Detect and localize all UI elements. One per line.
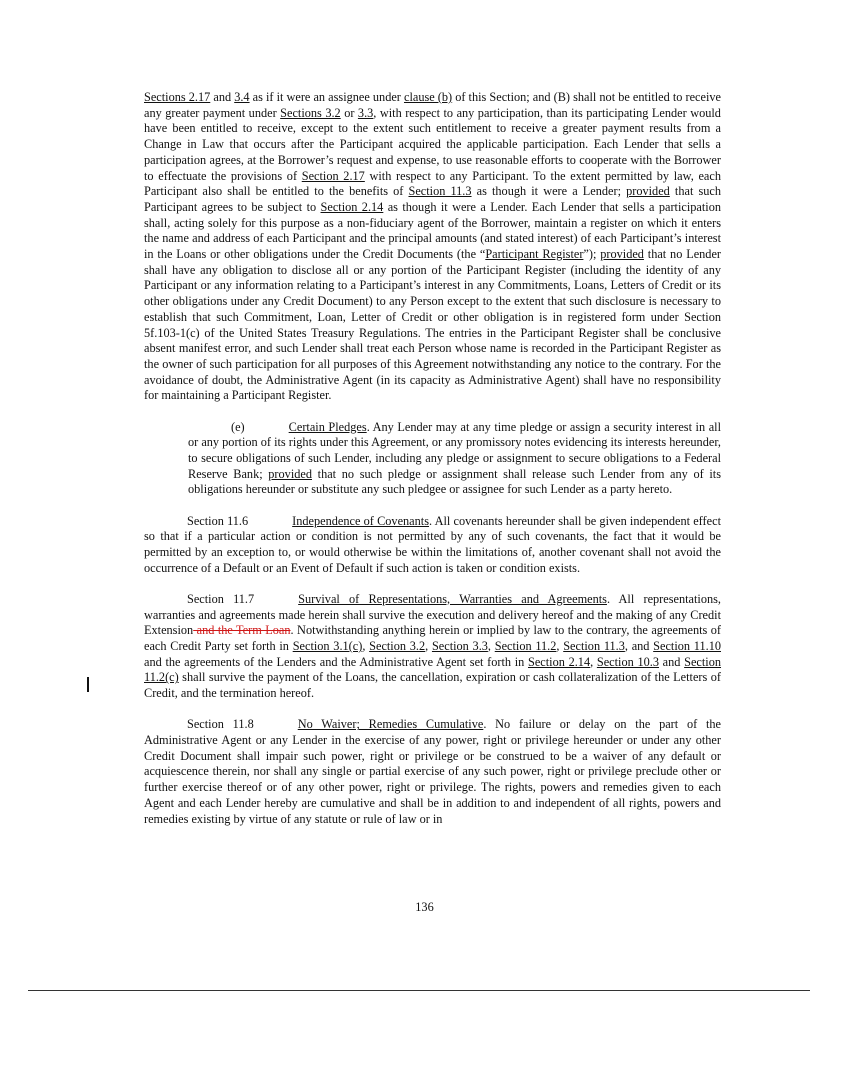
xref-section-10-3: Section 10.3 (596, 654, 659, 669)
text-run: , with respect to any participation, than its participating Lender would have been entitled to receive, except to the extent such entitlement to receive a greater payment results from a Change in Law that occurs after the Participant acquired the applicable participation. Each Lender that sells a participation agrees, at the Borrower’s request and expense, to use reasonable efforts to cooperate with the Borrower to effectuate the provisions of (144, 105, 721, 183)
xref-clause-b: clause (b) (403, 90, 453, 104)
text-run: , (425, 639, 432, 653)
text-run: as though it were a Lender; (471, 184, 627, 199)
text-run: as if it were an assignee under (249, 90, 404, 104)
text-run: , (556, 639, 564, 653)
text-run: of this Section; and (B) shall not be entitled to receive any greater payment under (144, 90, 721, 120)
text-run: and the agreements of the Lenders and the Administrative Agent set forth in (144, 654, 528, 669)
section-11-7-paragraph (144, 592, 721, 702)
revision-change-bar (87, 677, 89, 692)
xref-section-2-17: Section 2.17 (301, 168, 365, 183)
text-run: that no Lender shall have any obligation to disclose all or any portion of the Participant Register (including the identity of any Participant or any information relating to a Participant’s interest in any Commitments, Loans, Letters of Credit or its other obligations under any Credit Document) to any Person except to the extent that such disclosure is necessary to establish that such Commitment, Loan, Letter of Credit or other obligation is in registered form under Section 5f.103-1(c) of the United States Treasury Regulations. The entries in the Participant Register shall be conclusive absent manifest error, and such Lender shall treat each Person whose name is recorded in the Participant Register as the owner of such participation for all purposes of this Agreement notwithstanding any notice to the contrary. For the avoidance of doubt, the Administrative Agent (in its capacity as Administrative Agent) shall have no responsibility for maintaining a Participant Register. (144, 247, 722, 403)
text-run: , and (624, 639, 654, 653)
text-run: , (487, 639, 495, 653)
document-page (144, 90, 721, 827)
text-run: shall survive the payment of the Loans, the cancellation, expiration or cash collateralization of the Letters of Credit, and the termination hereof. (144, 670, 721, 701)
xref-section-3-2: Section 3.2 (369, 639, 426, 653)
xref-3-3: 3.3 (357, 105, 374, 120)
text-run: and (658, 654, 685, 669)
xref-section-11-3: Section 11.3 (408, 184, 472, 199)
clause-number: (e) (231, 419, 245, 434)
page-bottom-rule (28, 990, 810, 991)
section-11-8-paragraph (144, 717, 721, 827)
xref-section-2-14: Section 2.14 (320, 199, 384, 214)
xref-section-3-1-c: Section 3.1(c) (292, 639, 363, 653)
defined-term-participant-register: Participant Register (485, 247, 584, 262)
text-run: , (590, 654, 597, 669)
text-run: , (362, 639, 370, 653)
text-run: with respect to any Participant. To the extent permitted by law, each Participant also shall be entitled to the benefits of (144, 168, 721, 199)
xref-sections-3-2: Sections 3.2 (280, 105, 341, 120)
xref-section-11-3: Section 11.3 (563, 639, 625, 653)
page-number: 136 (415, 900, 434, 914)
xref-section-11-2: Section 11.2 (494, 639, 557, 653)
text-run: . Any Lender may at any time pledge or assign a security interest in all or any portion of its rights under this Agreement, or any promissory notes evidencing its interests hereunder, to secure obligations of such Lender, including any pledge or assignment to secure obligations to a Federal Reserve Bank; (188, 419, 721, 481)
xref-section-11-10: Section 11.10 (653, 639, 721, 653)
text-run: . All representations, warranties and agreements made herein shall survive the execution and delivery hereof and the making of any Credit Extension (144, 591, 721, 638)
text-run: . Notwithstanding anything herein or implied by law to the contrary, the agreements of each Credit Party set forth in (144, 623, 722, 653)
heading-survival: Survival of Representations, Warranties and Agreements (298, 591, 607, 606)
heading-certain-pledges: Certain Pledges (288, 419, 367, 434)
section-11-6-paragraph (144, 514, 721, 577)
provided-term: provided (626, 184, 670, 199)
xref-3-4: 3.4 (234, 90, 250, 104)
text-run: that such Participant agrees to be subject to (144, 184, 721, 214)
participation-paragraph (144, 90, 721, 404)
section-number: Section 11.6 (187, 513, 249, 528)
heading-independence-of-covenants: Independence of Covenants (292, 513, 429, 528)
heading-no-waiver: No Waiver; Remedies Cumulative (297, 717, 484, 732)
text-run: that no such pledge or assignment shall release such Lender from any of its obligations hereunder or substitute any such pledgee or assignee for such Lender as a party hereto. (188, 466, 721, 497)
certain-pledges-paragraph (188, 420, 721, 499)
text-run: and (210, 90, 235, 104)
section-number: Section 11.8 (187, 717, 254, 732)
provided-term: provided (268, 466, 312, 481)
provided-term: provided (600, 247, 644, 262)
xref-sections-2-17: Sections 2.17 (144, 90, 211, 104)
text-run: ”); (583, 247, 601, 262)
text-run: as though it were a Lender. Each Lender that sells a participation shall, acting solely for this purpose as a non-fiduciary agent of the Borrower, maintain a register on which it enters the name and address of each Participant and the principal amounts (and stated interest) of each Participant’s interest in the Loans or other obligations under the Credit Documents (the “ (144, 199, 721, 262)
xref-section-3-3: Section 3.3 (431, 639, 488, 653)
text-run: . No failure or delay on the part of the Administrative Agent or any Lender in the exercise of any power, right or privilege hereunder or under any other Credit Document shall impair such power, right or privilege or be construed to be a waiver of any default or acquiescence therein, nor shall any single or partial exercise of any such power, right or privilege preclude other or further exercise thereof or of any other power, right or privilege. The rights, powers and remedies given to each Agent and each Lender hereby are cumulative and shall be in addition to and independent of all rights, powers and remedies existing by virtue of any statute or rule of law or in (144, 717, 721, 826)
deleted-text-redline: and the Term Loan (193, 623, 291, 638)
xref-section-11-2-c: Section 11.2(c) (144, 654, 722, 685)
text-run: or (340, 105, 358, 120)
section-number: Section 11.7 (187, 591, 255, 606)
text-run: . All covenants hereunder shall be given independent effect so that if a particular action or condition is not permitted by any of such covenants, the fact that it would be permitted by an exception to, or would otherwise be within the limitations of, another covenant shall not avoid the occurrence of a Default or an Event of Default if such action is taken or condition exists. (144, 513, 721, 575)
xref-section-2-14: Section 2.14 (528, 654, 591, 669)
